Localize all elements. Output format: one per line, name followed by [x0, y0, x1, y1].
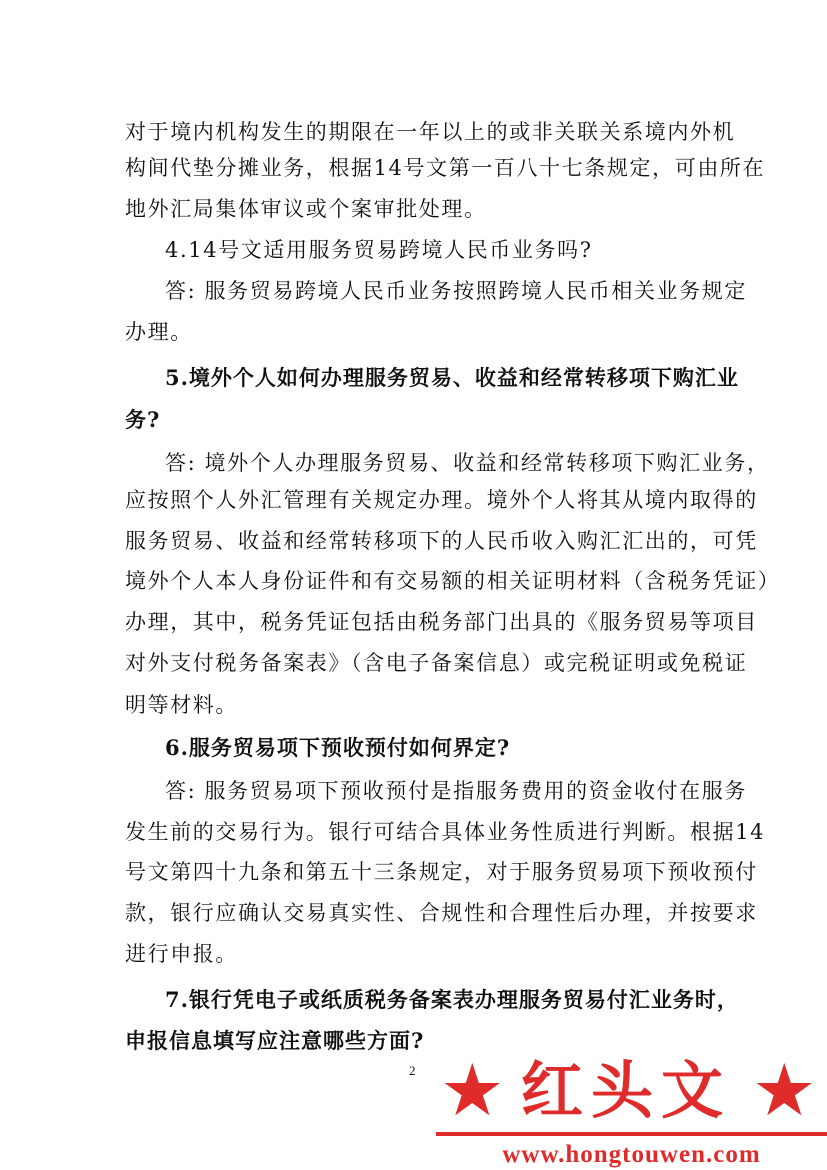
answer-line: 答: 境外个人办理服务贸易、收益和经常转移项下购汇业务， — [165, 451, 770, 475]
text-line: 进行申报。 — [125, 942, 238, 966]
text-line: 办理，其中，税务凭证包括由税务部门出具的《服务贸易等项目 — [125, 610, 758, 634]
text-line: 服务贸易、收益和经常转移项下的人民币收入购汇汇出的，可凭 — [125, 529, 758, 553]
question-heading: 4.14号文适用服务贸易跨境人民币业务吗? — [165, 238, 593, 262]
text-line: 对于境内机构发生的期限在一年以上的或非关联关系境内外机 — [125, 120, 736, 144]
star-icon: ★ — [752, 1048, 817, 1132]
watermark — [436, 1050, 827, 1170]
text-line: 境外个人本人身份证件和有交易额的相关证明材料（含税务凭证） — [125, 569, 781, 593]
answer-line: 答: 服务贸易项下预收预付是指服务费用的资金收付在服务 — [165, 779, 747, 803]
text-line: 地外汇局集体审议或个案审批处理。 — [125, 197, 487, 221]
text-line: 款，银行应确认交易真实性、合规性和合理性后办理，并按要求 — [125, 901, 758, 925]
text-line: 构间代垫分摊业务，根据14号文第一百八十七条规定，可由所在 — [125, 156, 766, 180]
text-line: 对外支付税务备案表》（含电子备案信息）或完税证明或免税证 — [125, 651, 748, 675]
question-heading: 7.银行凭电子或纸质税务备案表办理服务贸易付汇业务时， — [165, 987, 739, 1012]
watermark-title: 红头文 — [521, 1054, 732, 1127]
text-line: 明等材料。 — [125, 693, 238, 717]
answer-line: 答: 服务贸易跨境人民币业务按照跨境人民币相关业务规定 — [165, 279, 747, 303]
star-icon: ★ — [440, 1048, 505, 1132]
text-line: 号文第四十九条和第五十三条规定，对于服务贸易项下预收预付 — [125, 860, 758, 884]
watermark-url: www.hongtouwen.com — [502, 1141, 761, 1168]
text-line: 发生前的交易行为。银行可结合具体业务性质进行判断。根据14 — [125, 820, 766, 844]
question-heading-cont: 务? — [125, 407, 161, 432]
text-line: 办理。 — [125, 320, 193, 344]
question-heading: 5.境外个人如何办理服务贸易、收益和经常转移项下购汇业 — [165, 365, 739, 390]
page-number: 2 — [409, 1063, 416, 1078]
text-line: 应按照个人外汇管理有关规定办理。境外个人将其从境内取得的 — [125, 488, 758, 512]
question-heading-cont: 申报信息填写应注意哪些方面? — [125, 1028, 425, 1053]
question-heading: 6.服务贸易项下预收预付如何界定? — [165, 735, 511, 760]
watermark-divider — [436, 1132, 827, 1136]
